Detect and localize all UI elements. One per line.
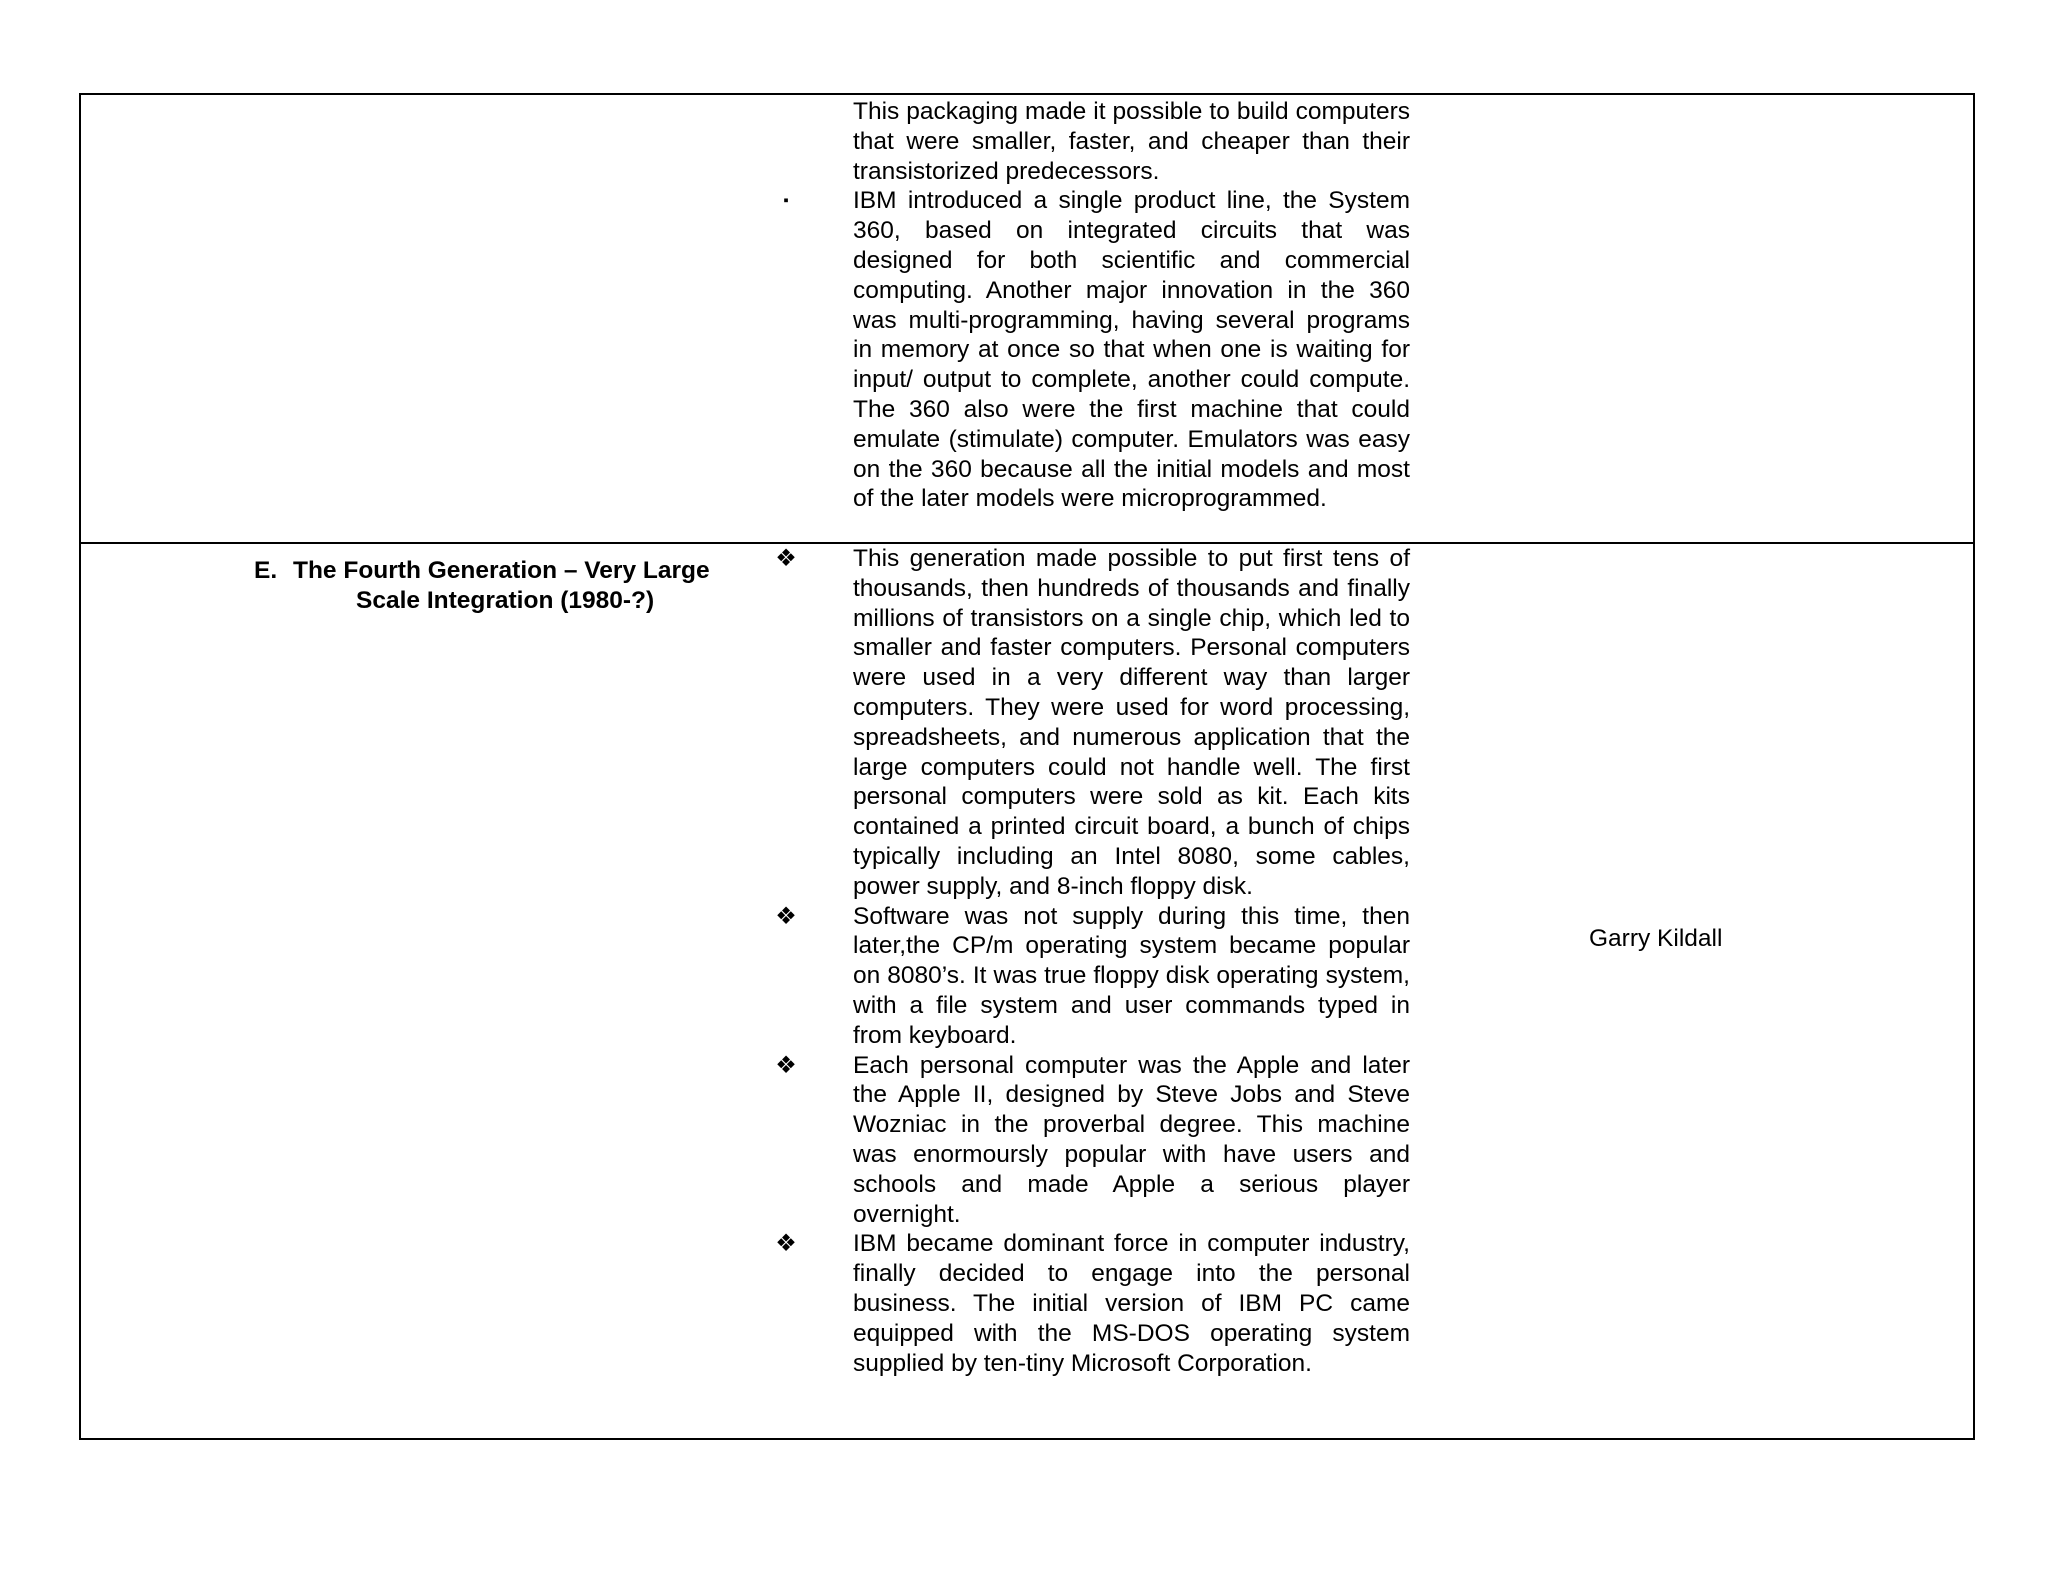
table-row [81,95,1973,544]
paragraph: IBM became dominant force in computer industry, finally decided to engage into the personal business. The initial version of IBM PC came equipped with the MS-DOS operating system supplied by ten-tiny Microsoft Corporation. [853,1230,1410,1377]
heading-line-2: Scale Integration (1980-?) [356,587,655,614]
history-table [79,93,1975,1440]
list-item [773,1229,1411,1378]
diamond-bullet-icon: ❖ [775,902,797,930]
diamond-bullet-icon: ❖ [775,545,797,572]
paragraph: Each personal computer was the Apple and later the Apple II, designed by Steve Jobs and Steve Wozniac in the proverbal degree. This machine was enormoursly popular with have users and schools and made Apple a serious player overnight. [853,1051,1410,1228]
list-item [773,1051,1411,1230]
list-item [773,544,1411,902]
list-item [773,186,1411,514]
square-bullet-icon: ▪ [783,192,789,210]
list-item [773,902,1411,1051]
list-item [773,97,1411,186]
paragraph: IBM introduced a single product line, the System 360, based on integrated circuits that was designed for both scientific and commercial computing. Another major innovation in the 360 was multi-programming, having several programs in memory at once so that when one is waiting for input/ output to complete, another could compute. The 360 also were the first machine that could emulate (stimulate) computer. Emulators was easy on the 360 because all the initial models and most of the later models were microprogrammed. [853,187,1410,513]
heading-letter: E. [254,557,278,584]
paragraph: This generation made possible to put first tens of thousands, then hundreds of thousands and finally millions of transistors on a single chip, which led to smaller and faster computers. Personal computers were used in a very different way than larger computers. They were used for word processing, spreadsheets, and numerous application that the large computers could not handle well. The first personal computers were sold as kit. Each kits contained a printed circuit board, a bunch of chips typically including an Intel 8080, some cables, power supply, and 8-inch floppy disk. [853,545,1410,900]
heading-line-1: The Fourth Generation – Very Large [293,557,710,584]
paragraph: This packaging made it possible to build computers that were smaller, faster, and cheaper than their transistorized predecessors. [853,98,1410,185]
description-cell [773,544,1411,1378]
description-cell [773,97,1411,514]
table-row [81,544,1973,1438]
diamond-bullet-icon: ❖ [775,1051,797,1079]
paragraph: Software was not supply during this time, then later,the CP/m operating system became popular on 8080’s. It was true floppy disk operating system, with a file system and user commands typed in from keyboard. [853,902,1410,1049]
diamond-bullet-icon: ❖ [775,1230,797,1258]
person-name: Garry Kildall [1589,925,1723,952]
